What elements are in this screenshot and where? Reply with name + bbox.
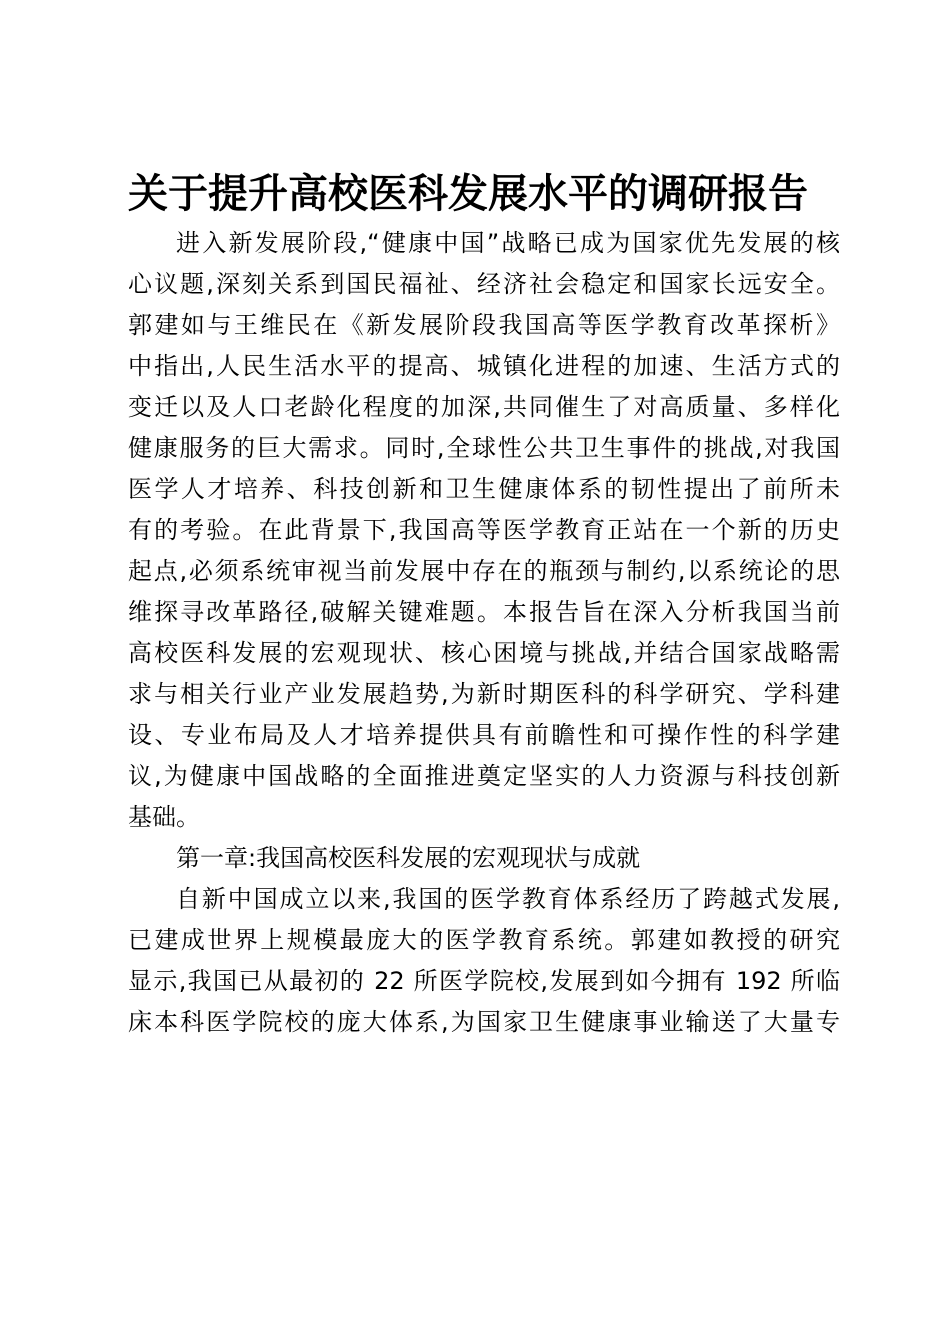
paragraph-line: 基础。 <box>128 803 200 831</box>
paragraph-line: 床本科医学院校的庞大体系,为国家卫生健康事业输送了大量专 <box>128 1008 840 1036</box>
paragraph-line: 议,为健康中国战略的全面推进奠定坚实的人力资源与科技创新 <box>128 762 840 790</box>
paragraph-line: 高校医科发展的宏观现状、核心困境与挑战,并结合国家战略需 <box>128 639 840 667</box>
paragraph-line: 显示,我国已从最初的 22 所医学院校,发展到如今拥有 192 所临 <box>128 967 840 995</box>
document-title: 关于提升高校医科发展水平的调研报告 <box>128 170 808 217</box>
paragraph-line: 变迁以及人口老龄化程度的加深,共同催生了对高质量、多样化 <box>128 393 840 421</box>
paragraph-line: 有的考验。在此背景下,我国高等医学教育正站在一个新的历史 <box>128 516 840 544</box>
paragraph-line: 中指出,人民生活水平的提高、城镇化进程的加速、生活方式的 <box>128 352 840 380</box>
intro-paragraph <box>128 223 840 838</box>
document-body <box>128 223 840 1043</box>
paragraph-line: 求与相关行业产业发展趋势,为新时期医科的科学研究、学科建 <box>128 680 840 708</box>
chapter1-paragraph <box>128 879 840 1043</box>
paragraph-line: 设、专业布局及人才培养提供具有前瞻性和可操作性的科学建 <box>128 721 840 749</box>
paragraph-line: 郭建如与王维民在《新发展阶段我国高等医学教育改革探析》 <box>128 311 840 339</box>
paragraph-line: 维探寻改革路径,破解关键难题。本报告旨在深入分析我国当前 <box>128 598 840 626</box>
paragraph-line: 进入新发展阶段,“健康中国”战略已成为国家优先发展的核 <box>176 229 840 257</box>
paragraph-line: 医学人才培养、科技创新和卫生健康体系的韧性提出了前所未 <box>128 475 840 503</box>
paragraph-line: 起点,必须系统审视当前发展中存在的瓶颈与制约,以系统论的思 <box>128 557 840 585</box>
paragraph-line: 健康服务的巨大需求。同时,全球性公共卫生事件的挑战,对我国 <box>128 434 840 462</box>
chapter-heading: 第一章:我国高校医科发展的宏观现状与成就 <box>176 844 641 872</box>
paragraph-line: 自新中国成立以来,我国的医学教育体系经历了跨越式发展, <box>176 885 840 913</box>
paragraph-line: 已建成世界上规模最庞大的医学教育系统。郭建如教授的研究 <box>128 926 840 954</box>
paragraph-line: 心议题,深刻关系到国民福祉、经济社会稳定和国家长远安全。 <box>128 270 840 298</box>
